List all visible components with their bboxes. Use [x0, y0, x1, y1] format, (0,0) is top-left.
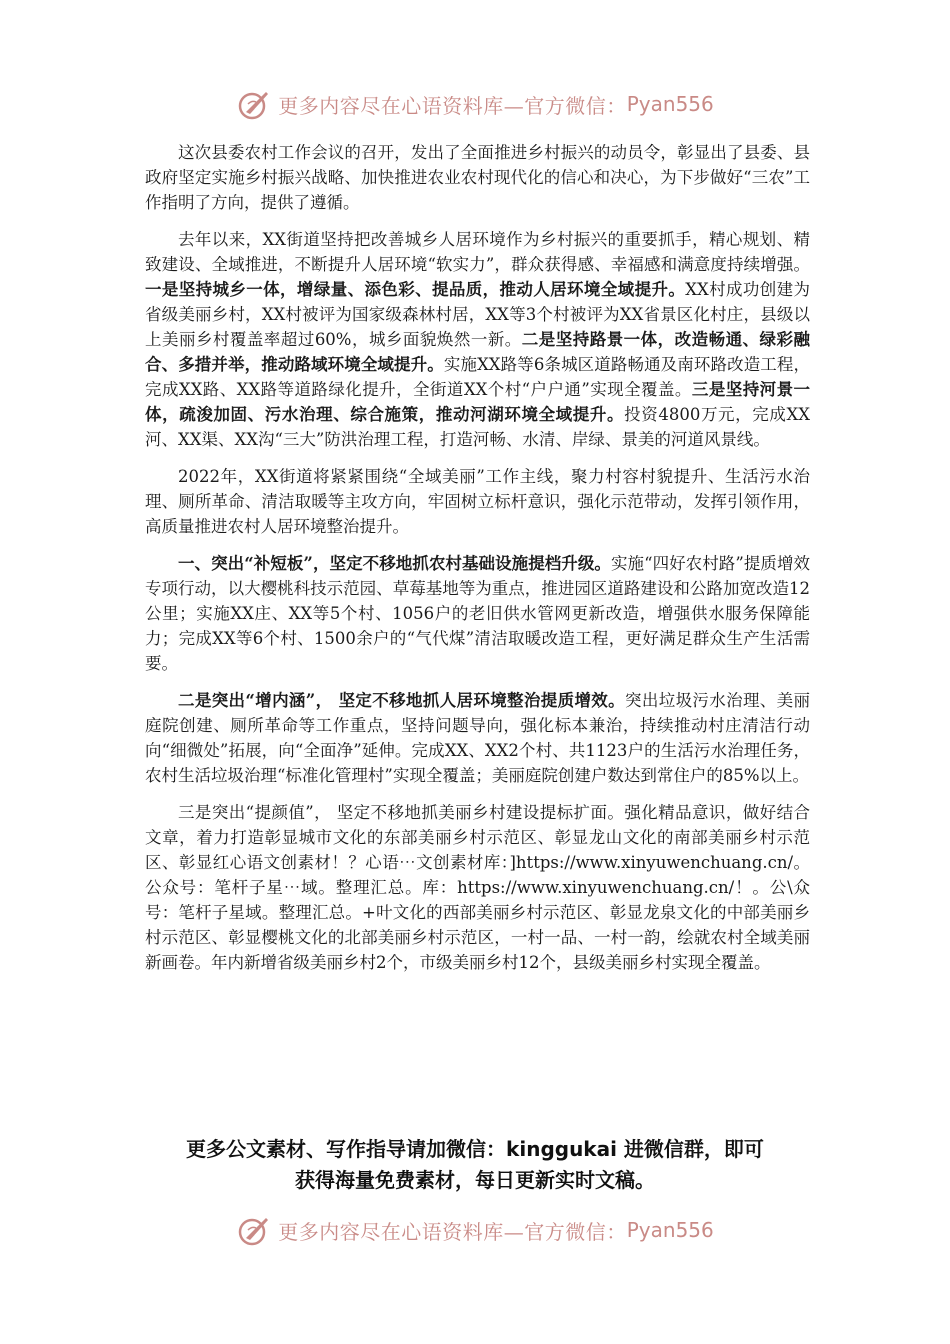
task-one-text: 实施“四好农村路”提质增效专项行动，以大樱桃科技示范园、草莓基地等为重点，推进园区道路建设和公路加宽改造12公里；实施XX庄、XX等5个村、1056户的老旧供水管网更新改造，增强供水服务保障能力；完成XX等6个村、1500余户的“气代煤”清洁取暖改造工程，更好满足群众生产生活需要。 [145, 554, 810, 673]
promo-footer [120, 1134, 830, 1196]
watermark-header [0, 84, 950, 124]
watermark-footer [0, 1210, 950, 1250]
quill-logo-icon [236, 1212, 272, 1248]
watermark-code: Pyan556 [626, 1218, 714, 1242]
paragraph-task-three: 三是突出“提颜值”， 坚定不移地抓美丽乡村建设提标扩面。强化精品意识，做好结合文章，着力打造彰显城市文化的东部美丽乡村示范区、彰显龙山文化的南部美丽乡村示范区、彰显红心语文创素材！？心语⋯文创素材库：]https://www.xinyuwenchuang.cn/。公众号：笔杆子星⋯域。整理汇总。库：https://www.xinyuwenchuang.cn/！。公\众号：笔杆子星域。整理汇总。+叶文化的西部美丽乡村示范区、彰显龙泉文化的中部美丽乡村示范区、彰显樱桃文化的北部美丽乡村示范区，一村一品、一村一韵，绘就农村全域美丽新画卷。年内新增省级美丽乡村2个，市级美丽乡村12个，县级美丽乡村实现全覆盖。 [145, 803, 810, 972]
paragraph-plan: 2022年，XX街道将紧紧围绕“全域美丽”工作主线，聚力村容村貌提升、生活污水治理、厕所革命、清洁取暖等主攻方向，牢固树立标杆意识，强化示范带动，发挥引领作用，高质量推进农村人居环境整治提升。 [145, 467, 810, 536]
promo-line-1: 更多公文素材、写作指导请加微信：kinggukai 进微信群，即可 [186, 1137, 764, 1161]
paragraph-task-two [145, 688, 810, 788]
task-two-heading: 二是突出“增内涵”， 坚定不移地抓人居环境整治提质增效。 [178, 691, 626, 710]
point-two-heading: 二是坚持路景一体，改造畅通、绿彩融合、多措并举，推动路域环境全域提升。 [145, 330, 810, 374]
task-two-text: 突出垃圾污水治理、美丽庭院创建、厕所革命等工作重点，坚持问题导向，强化标本兼治，持续推动村庄清洁行动向“细微处”拓展，向“全面净”延伸。完成XX、XX2个村、共1123户的生活污水治理任务，农村生活垃圾治理“标准化管理村”实现全覆盖；美丽庭院创建户数达到常住户的85%以上。 [145, 691, 811, 785]
point-one-heading: 一是坚持城乡一体，增绿量、添色彩、提品质，推动人居环境全域提升。 [145, 280, 686, 299]
review-lead: 去年以来，XX街道坚持把改善城乡人居环境作为乡村振兴的重要抓手，精心规划、精致建设、全域推进，不断提升人居环境“软实力”，群众获得感、幸福感和满意度持续增强。 [145, 230, 810, 274]
promo-line-2: 获得海量免费素材，每日更新实时文稿。 [295, 1168, 655, 1192]
watermark-text: 更多内容尽在心语资料库—官方微信： [278, 1219, 627, 1244]
paragraph-review [145, 227, 810, 452]
watermark-code: Pyan556 [626, 92, 714, 116]
paragraph-task-one [145, 551, 810, 676]
document-body [145, 140, 810, 987]
paragraph-intro: 这次县委农村工作会议的召开，发出了全面推进乡村振兴的动员令，彰显出了县委、县政府坚定实施乡村振兴战略、加快推进农业农村现代化的信心和决心，为下步做好“三农”工作指明了方向，提供了遵循。 [145, 143, 810, 212]
quill-logo-icon [236, 86, 272, 122]
watermark-text: 更多内容尽在心语资料库—官方微信： [278, 93, 627, 118]
task-one-heading: 一、突出“补短板”，坚定不移地抓农村基础设施提档升级。 [178, 554, 611, 573]
point-two-text: 实施XX路等6条城区道路畅通及南环路改造工程，完成XX路、XX路等道路绿化提升，全街道XX个村“户户通”实现全覆盖。 [145, 355, 811, 399]
point-three-text: 投资4800万元，完成XX河、XX渠、XX沟“三大”防洪治理工程，打造河畅、水清、岸绿、景美的河道风景线。 [145, 405, 811, 449]
point-three-heading: 三是坚持河景一体，疏浚加固、污水治理、综合施策，推动河湖环境全域提升。 [145, 380, 811, 424]
point-one-text: XX村成功创建为省级美丽乡村，XX村被评为国家级森林村居，XX等3个村被评为XX省景区化村庄，县级以上美丽乡村覆盖率超过60%，城乡面貌焕然一新。 [145, 280, 811, 349]
